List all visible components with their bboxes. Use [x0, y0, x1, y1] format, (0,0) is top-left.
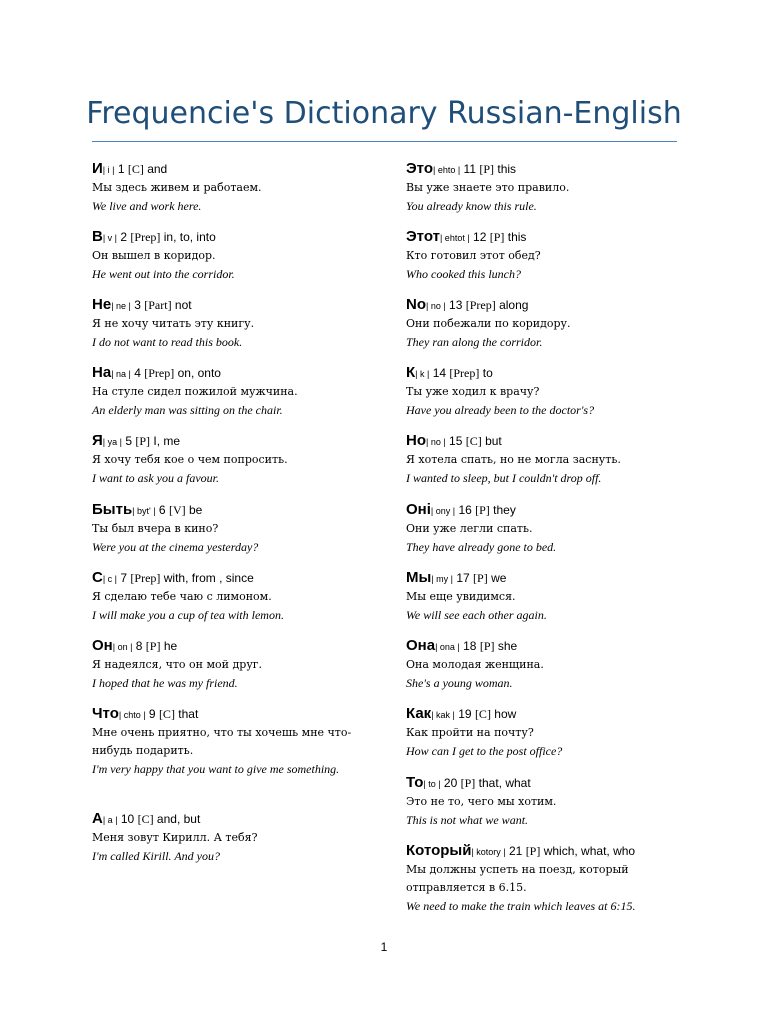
entry-head [406, 774, 691, 793]
transliteration: | na | [111, 369, 131, 379]
russian-example: Я не хочу читать эту книгу. [92, 317, 255, 330]
headword: Как [406, 705, 432, 722]
part-of-speech: [Prep] [465, 298, 496, 312]
entry-head [92, 160, 377, 179]
english-example: This is not what we want. [406, 813, 529, 827]
dictionary-entry [406, 705, 691, 760]
part-of-speech: [Prep] [144, 366, 175, 380]
entry-head [92, 228, 377, 247]
headword: No [406, 296, 426, 313]
headword: Это [406, 160, 433, 177]
russian-example: Как пройти на почту? [406, 726, 534, 739]
russian-example: Она молодая женщина. [406, 658, 544, 671]
english-example: I hoped that he was my friend. [92, 676, 238, 690]
russian-example: Они побежали по коридору. [406, 317, 571, 330]
entry-head [92, 810, 377, 829]
transliteration: | ona | [435, 642, 460, 652]
part-of-speech: [P] [135, 434, 151, 448]
dictionary-entry [92, 364, 377, 419]
english-example: We need to make the train which leaves at 6:15. [406, 899, 636, 913]
part-of-speech: [P] [475, 503, 490, 517]
russian-example: Это не то, чего мы хотим. [406, 795, 557, 808]
entry-head [406, 569, 691, 588]
transliteration: | k | [415, 369, 430, 379]
transliteration: | no | [426, 437, 446, 447]
dictionary-entry [406, 501, 691, 556]
part-of-speech: [C] [465, 434, 482, 448]
dictionary-entry [92, 501, 377, 556]
dictionary-entry [92, 296, 377, 351]
headword: Мы [406, 569, 432, 586]
frequency-rank: 3 [134, 298, 141, 312]
headword: На [92, 364, 112, 381]
part-of-speech: [Prep] [130, 571, 161, 585]
russian-example: Кто готовил этот обед? [406, 249, 541, 262]
part-of-speech: [V] [168, 503, 186, 517]
english-example: An elderly man was sitting on the chair. [92, 403, 283, 417]
english-example: I'm called Kirill. And you? [92, 849, 220, 863]
frequency-rank: 9 [148, 707, 156, 721]
russian-example: Ты был вчера в кино? [92, 522, 219, 535]
entry-head [92, 705, 377, 724]
dictionary-entry [406, 774, 691, 829]
meaning: be [188, 503, 203, 517]
headword: Не [92, 296, 112, 313]
frequency-rank: 14 [432, 366, 447, 380]
part-of-speech: [Part] [144, 298, 172, 312]
english-example: Were you at the cinema yesterday? [92, 540, 259, 554]
headword: Но [406, 432, 426, 449]
russian-example: Мне очень приятно, что ты хочешь мне что-нибудь подарить. [92, 726, 352, 757]
part-of-speech: [P] [145, 639, 161, 653]
frequency-rank: 21 [508, 844, 523, 858]
entry-head [92, 637, 377, 656]
entry-head [406, 296, 691, 315]
frequency-rank: 13 [449, 298, 463, 312]
transliteration: | no | [426, 301, 446, 311]
english-example: I do not want to read this book. [92, 335, 243, 349]
dictionary-entry [92, 569, 377, 624]
meaning: this [497, 162, 517, 176]
frequency-rank: 12 [473, 230, 487, 244]
part-of-speech: [C] [158, 707, 175, 721]
headword: То [406, 774, 424, 791]
russian-example: Мы еще увидимся. [406, 590, 516, 603]
entry-head [406, 160, 691, 179]
transliteration: | ya | [102, 437, 122, 447]
russian-example: Я хотела спать, но не могла заснуть. [406, 453, 621, 466]
transliteration: | my | [431, 574, 453, 584]
english-example: They ran along the corridor. [406, 335, 543, 349]
meaning: this [507, 230, 527, 244]
russian-example: Я надеялся, что он мой друг. [92, 658, 263, 671]
page-title: Frequencie's Dictionary Russian-English [86, 96, 682, 131]
dictionary-entry [406, 296, 691, 351]
meaning: which, what, who [543, 844, 636, 858]
headword: И [92, 160, 103, 177]
meaning: he [163, 639, 178, 653]
frequency-rank: 1 [117, 162, 125, 176]
meaning: but [485, 434, 502, 448]
entry-head [406, 432, 691, 451]
english-example: They have already gone to bed. [406, 540, 557, 554]
russian-example: Он вышел в коридор. [92, 249, 216, 262]
frequency-rank: 7 [120, 571, 128, 585]
english-example: Who cooked this lunch? [406, 267, 521, 281]
headword: Быть [92, 501, 133, 518]
headword: А [92, 810, 103, 827]
english-example: Have you already been to the doctor's? [406, 403, 595, 417]
meaning: that [178, 707, 199, 721]
frequency-rank: 2 [120, 230, 128, 244]
headword: В [92, 228, 103, 245]
part-of-speech: [P] [489, 230, 505, 244]
entry-head [406, 842, 691, 861]
transliteration: | a | [102, 815, 118, 825]
transliteration: | chto | [118, 710, 146, 720]
transliteration: | ehtot | [439, 233, 470, 243]
transliteration: | ony | [430, 506, 456, 516]
transliteration: | v | [102, 233, 118, 243]
english-example: How can I get to the post office? [406, 744, 563, 758]
dictionary-entry [406, 842, 691, 915]
frequency-rank: 16 [458, 503, 472, 517]
russian-example: Меня зовут Кирилл. А тебя? [92, 831, 258, 844]
headword: Она [406, 637, 436, 654]
dictionary-entry [92, 160, 377, 215]
russian-example: Мы здесь живем и работаем. [92, 181, 262, 194]
entry-head [92, 364, 377, 383]
headword: Который [406, 842, 472, 859]
frequency-rank: 8 [135, 639, 143, 653]
entry-head [92, 501, 377, 520]
transliteration: | c | [102, 574, 118, 584]
dictionary-entry [406, 228, 691, 283]
meaning: on, onto [177, 366, 221, 380]
frequency-rank: 20 [443, 776, 458, 790]
dictionary-entry [92, 705, 377, 778]
russian-example: Я хочу тебя кое о чем попросить. [92, 453, 288, 466]
entry-head [92, 432, 377, 451]
english-example: I'm very happy that you want to give me something. [92, 762, 340, 776]
transliteration: | kotory | [471, 847, 506, 857]
transliteration: | ne | [111, 301, 131, 311]
headword: Что [92, 705, 119, 722]
frequency-rank: 10 [120, 812, 135, 826]
part-of-speech: [C] [127, 162, 144, 176]
entry-head [406, 705, 691, 724]
meaning: and, but [156, 812, 201, 826]
meaning: and [147, 162, 168, 176]
english-example: We will see each other again. [406, 608, 547, 622]
russian-example: Они уже легли спать. [406, 522, 533, 535]
meaning: not [174, 298, 192, 312]
english-example: We live and work here. [92, 199, 202, 213]
part-of-speech: [C] [137, 812, 154, 826]
entry-head [406, 364, 691, 383]
meaning: with, from , since [163, 571, 254, 585]
meaning: along [499, 298, 529, 312]
frequency-rank: 19 [458, 707, 472, 721]
meaning: to [482, 366, 493, 380]
english-example: I wanted to sleep, but I couldn't drop off. [406, 471, 602, 485]
dictionary-entry [92, 228, 377, 283]
transliteration: | to | [423, 779, 441, 789]
dictionary-entry [406, 637, 691, 692]
entry-head [406, 228, 691, 247]
headword: С [92, 569, 103, 586]
frequency-rank: 15 [449, 434, 463, 448]
english-example: I will make you a cup of tea with lemon. [92, 608, 284, 622]
title-divider [92, 141, 677, 142]
headword: К [406, 364, 416, 381]
meaning: how [494, 707, 517, 721]
part-of-speech: [Prep] [449, 366, 480, 380]
russian-example: На стуле сидел пожилой мужчина. [92, 385, 298, 398]
english-example: She's a young woman. [406, 676, 513, 690]
headword: Он [92, 637, 113, 654]
part-of-speech: [P] [460, 776, 476, 790]
english-example: I want to ask you a favour. [92, 471, 219, 485]
part-of-speech: [C] [474, 707, 491, 721]
part-of-speech: [P] [479, 162, 495, 176]
entry-head [92, 569, 377, 588]
part-of-speech: [Prep] [130, 230, 161, 244]
transliteration: | ehto | [432, 165, 461, 175]
dictionary-entry [92, 810, 377, 865]
transliteration: | i | [102, 165, 115, 175]
meaning: we [491, 571, 507, 585]
entry-head [92, 296, 377, 315]
frequency-rank: 4 [134, 366, 141, 380]
transliteration: | byt' | [132, 506, 156, 516]
dictionary-entry [406, 432, 691, 487]
dictionary-entry [406, 364, 691, 419]
meaning: that, what [478, 776, 531, 790]
frequency-rank: 5 [125, 434, 132, 448]
frequency-rank: 6 [158, 503, 166, 517]
dictionary-entry [406, 160, 691, 215]
part-of-speech: [P] [473, 571, 488, 585]
meaning: they [493, 503, 516, 517]
transliteration: | kak | [431, 710, 455, 720]
meaning: she [497, 639, 518, 653]
headword: Этот [406, 228, 440, 245]
frequency-rank: 17 [456, 571, 470, 585]
part-of-speech: [P] [479, 639, 495, 653]
meaning: in, to, into [163, 230, 216, 244]
dictionary-entry [92, 637, 377, 692]
meaning: I, me [153, 434, 181, 448]
russian-example: Ты уже ходил к врачу? [406, 385, 540, 398]
english-example: You already know this rule. [406, 199, 537, 213]
frequency-rank: 18 [463, 639, 477, 653]
russian-example: Я сделаю тебе чаю с лимоном. [92, 590, 272, 603]
entry-head [406, 637, 691, 656]
russian-example: Вы уже знаете это правило. [406, 181, 570, 194]
entry-head [406, 501, 691, 520]
english-example: He went out into the corridor. [92, 267, 235, 281]
dictionary-entry [92, 432, 377, 487]
russian-example: Мы должны успеть на поезд, который отправляется в 6.15. [406, 863, 629, 894]
frequency-rank: 11 [463, 162, 476, 176]
page-number: 1 [380, 940, 388, 954]
part-of-speech: [P] [525, 844, 541, 858]
headword: Я [92, 432, 103, 449]
headword: Оні [406, 501, 431, 518]
transliteration: | on | [112, 642, 133, 652]
dictionary-entry [406, 569, 691, 624]
